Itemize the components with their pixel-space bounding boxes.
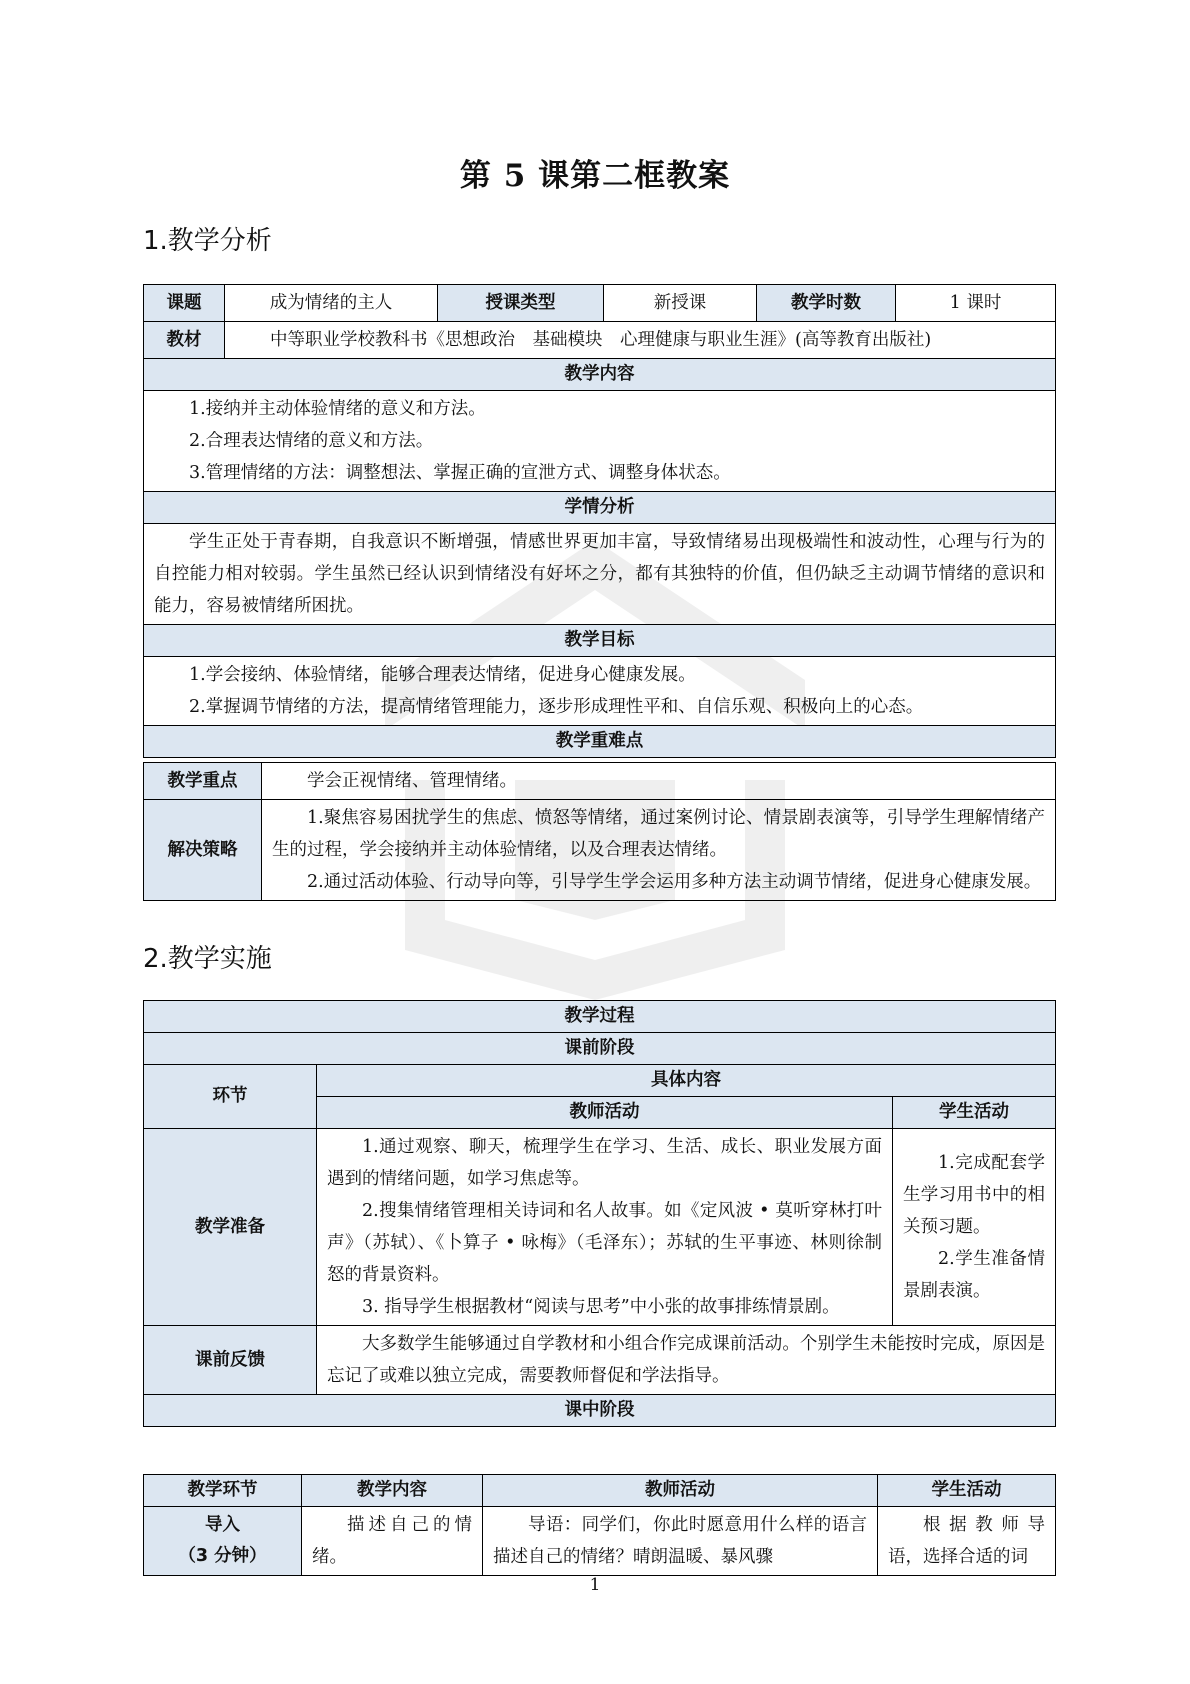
- keypoints-table: [143, 762, 1056, 901]
- student-activity-label: 学生活动: [893, 1097, 1056, 1129]
- in-class-table: [143, 1474, 1056, 1576]
- intro-time: （3 分钟）: [178, 1546, 267, 1566]
- page-title: 第 5 课第二框教案: [459, 158, 731, 194]
- intro-label: 导入: [205, 1515, 240, 1535]
- prep-teacher-item: 3. 指导学生根据教材“阅读与思考”中小张的故事排练情景剧。: [362, 1297, 840, 1317]
- content-label: 具体内容: [317, 1065, 1056, 1097]
- type-label: 授课类型: [438, 285, 604, 322]
- implementation-table: [143, 1000, 1056, 1427]
- keypoints-header: 教学重难点: [144, 726, 1056, 758]
- section-heading-analysis: 1.教学分析: [143, 226, 272, 256]
- type-value: 新授课: [604, 285, 757, 322]
- analysis-table: [143, 284, 1056, 758]
- content-item: 3.管理情绪的方法：调整想法、掌握正确的宣泄方式、调整身体状态。: [189, 463, 731, 483]
- students-header: 学情分析: [144, 492, 1056, 524]
- textbook-label: 教材: [144, 322, 225, 359]
- prep-label: 教学准备: [144, 1129, 317, 1326]
- link-label: 环节: [144, 1065, 317, 1129]
- intro-teacher: 导语：同学们，你此时愿意用什么样的语言描述自己的情绪？晴朗温暖、暴风骤: [493, 1515, 867, 1567]
- hours-value: 1 课时: [896, 285, 1056, 322]
- goal-item: 1.学会接纳、体验情绪，能够合理表达情绪，促进身心健康发展。: [189, 665, 696, 685]
- prep-teacher-item: 2.搜集情绪管理相关诗词和名人故事。如《定风波 • 莫听穿林打叶声》（苏轼）、《卜算子 • 咏梅》（毛泽东）；苏轼的生平事迹、林则徐制怒的背景资料。: [327, 1201, 882, 1285]
- page-number: 1: [589, 1575, 601, 1595]
- intro-content: 描述自己的情绪。: [312, 1515, 472, 1567]
- strategy-label: 解决策略: [144, 800, 262, 901]
- col-content: 教学内容: [302, 1475, 483, 1507]
- section-heading-implementation: 2.教学实施: [143, 944, 272, 974]
- hours-label: 教学时数: [757, 285, 896, 322]
- prep-student-item: 2.学生准备情景剧表演。: [903, 1249, 1046, 1301]
- content-header: 教学内容: [144, 359, 1056, 391]
- col-teacher: 教师活动: [483, 1475, 878, 1507]
- in-stage-header: 课中阶段: [144, 1395, 1056, 1427]
- textbook-value: 中等职业学校教科书《思想政治 基础模块 心理健康与职业生涯》(高等教育出版社): [270, 330, 932, 350]
- pre-stage-header: 课前阶段: [144, 1033, 1056, 1065]
- content-item: 2.合理表达情绪的意义和方法。: [189, 431, 434, 451]
- intro-student: 根据教师导语，选择合适的词: [888, 1515, 1045, 1567]
- prep-student-item: 1.完成配套学生学习用书中的相关预习题。: [903, 1153, 1046, 1237]
- topic-label: 课题: [144, 285, 225, 322]
- feedback-text: 大多数学生能够通过自学教材和小组合作完成课前活动。个别学生未能按时完成，原因是忘记了或难以独立完成，需要教师督促和学法指导。: [327, 1334, 1046, 1386]
- focus-label: 教学重点: [144, 763, 262, 800]
- process-header: 教学过程: [144, 1001, 1056, 1033]
- content-item: 1.接纳并主动体验情绪的意义和方法。: [189, 399, 486, 419]
- prep-teacher-item: 1.通过观察、聊天，梳理学生在学习、生活、成长、职业发展方面遇到的情绪问题，如学习焦虑等。: [327, 1137, 882, 1189]
- students-text: 学生正处于青春期，自我意识不断增强，情感世界更加丰富，导致情绪易出现极端性和波动性，心理与行为的自控能力相对较弱。学生虽然已经认识到情绪没有好坏之分，都有其独特的价值，但仍缺乏主动调节情绪的意识和能力，容易被情绪所困扰。: [154, 532, 1045, 616]
- teacher-activity-label: 教师活动: [317, 1097, 893, 1129]
- col-step: 教学环节: [144, 1475, 302, 1507]
- strategy-item: 2.通过活动体验、行动导向等，引导学生学会运用多种方法主动调节情绪，促进身心健康发展。: [307, 872, 1042, 892]
- goals-header: 教学目标: [144, 625, 1056, 657]
- feedback-label: 课前反馈: [144, 1326, 317, 1395]
- goal-item: 2.掌握调节情绪的方法，提高情绪管理能力，逐步形成理性平和、自信乐观、积极向上的心态。: [189, 697, 924, 717]
- topic-value: 成为情绪的主人: [225, 285, 438, 322]
- col-student: 学生活动: [878, 1475, 1056, 1507]
- strategy-item: 1.聚焦容易困扰学生的焦虑、愤怒等情绪，通过案例讨论、情景剧表演等，引导学生理解情绪产生的过程，学会接纳并主动体验情绪，以及合理表达情绪。: [272, 808, 1045, 860]
- focus-value: 学会正视情绪、管理情绪。: [307, 771, 517, 791]
